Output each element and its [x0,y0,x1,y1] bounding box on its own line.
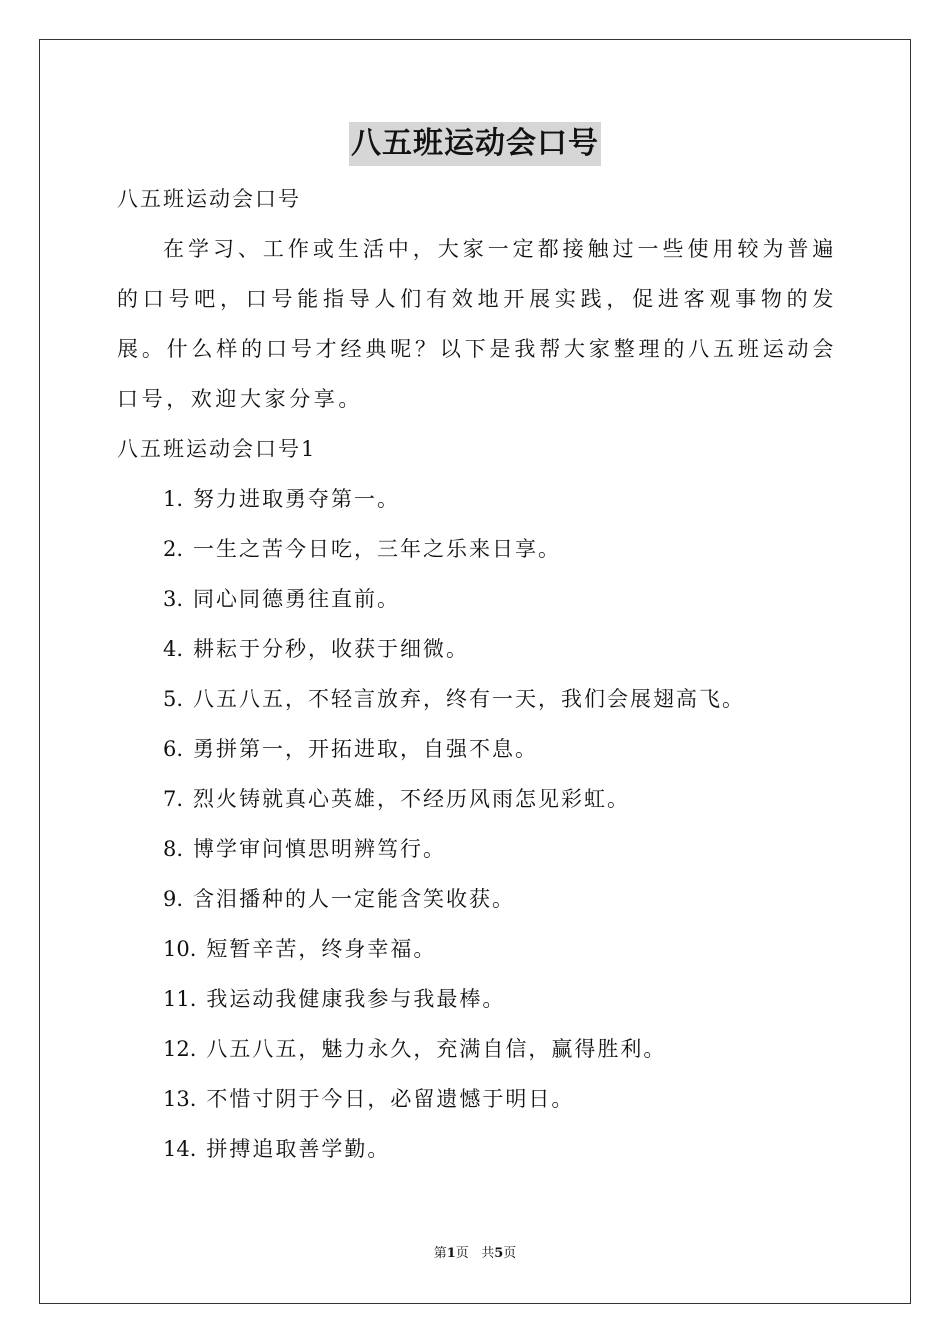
list-item [163,774,843,824]
list-item [163,674,843,724]
list-item [163,874,843,924]
list-item-text: 不惜寸阴于今日，必留遗憾于明日。 [206,1087,575,1111]
list-item-number: 5. [163,687,184,711]
list-item-number: 6. [163,737,184,761]
list-item-number: 4. [163,637,184,661]
document-subtitle: 八五班运动会口号 [117,187,301,211]
list-item-text: 八五八五，不轻言放弃，终有一天，我们会展翅高飞。 [193,687,746,711]
list-item [163,824,843,874]
list-item-text: 同心同德勇往直前。 [193,587,401,611]
list-item [163,1074,843,1124]
list-item [163,474,843,524]
list-item [163,724,843,774]
list-item-text: 短暂辛苦，终身幸福。 [206,937,437,961]
list-item-number: 14. [163,1137,197,1161]
slogan-list [163,474,843,1174]
title-container [0,122,950,166]
list-item-text: 勇拼第一，开拓进取，自强不息。 [193,737,539,761]
list-item-text: 耕耘于分秒，收获于细微。 [193,637,470,661]
list-item-text: 博学审问慎思明辨笃行。 [193,837,447,861]
total-pages-number: 5 [494,1246,504,1261]
list-item [163,624,843,674]
list-item-number: 1. [163,487,184,511]
document-title: 八五班运动会口号 [349,122,601,166]
list-item-text: 八五八五，魅力永久，充满自信，赢得胜利。 [206,1037,667,1061]
list-item-number: 11. [163,987,197,1011]
list-item-number: 13. [163,1087,197,1111]
list-item-number: 2. [163,537,184,561]
list-item [163,974,843,1024]
list-item-text: 含泪播种的人一定能含笑收获。 [193,887,516,911]
list-item-text: 一生之苦今日吃，三年之乐来日享。 [193,537,562,561]
list-item-number: 3. [163,587,184,611]
list-item-text: 努力进取勇夺第一。 [193,487,401,511]
page-prefix: 第 [433,1246,447,1261]
list-item-text: 我运动我健康我参与我最棒。 [206,987,506,1011]
list-item-number: 9. [163,887,184,911]
total-prefix: 共 [481,1246,495,1261]
intro-paragraph: 在学习、工作或生活中，大家一定都接触过一些使用较为普遍的口号吧，口号能指导人们有效地开展实践，促进客观事物的发展。什么样的口号才经典呢？以下是我帮大家整理的八五班运动会口号，欢迎大家分享。 [117,237,837,411]
section-heading: 八五班运动会口号1 [117,437,317,461]
total-suffix: 页 [503,1246,517,1261]
list-item-text: 拼搏追取善学勤。 [206,1137,391,1161]
current-page-number: 1 [446,1246,456,1261]
page-footer [0,1244,950,1264]
list-item [163,524,843,574]
list-item-number: 12. [163,1037,197,1061]
list-item-number: 10. [163,937,197,961]
list-item [163,1024,843,1074]
list-item [163,924,843,974]
list-item-text: 烈火铸就真心英雄，不经历风雨怎见彩虹。 [193,787,631,811]
list-item [163,574,843,624]
list-item-number: 7. [163,787,184,811]
list-item-number: 8. [163,837,184,861]
page-suffix: 页 [455,1246,469,1261]
list-item [163,1124,843,1174]
